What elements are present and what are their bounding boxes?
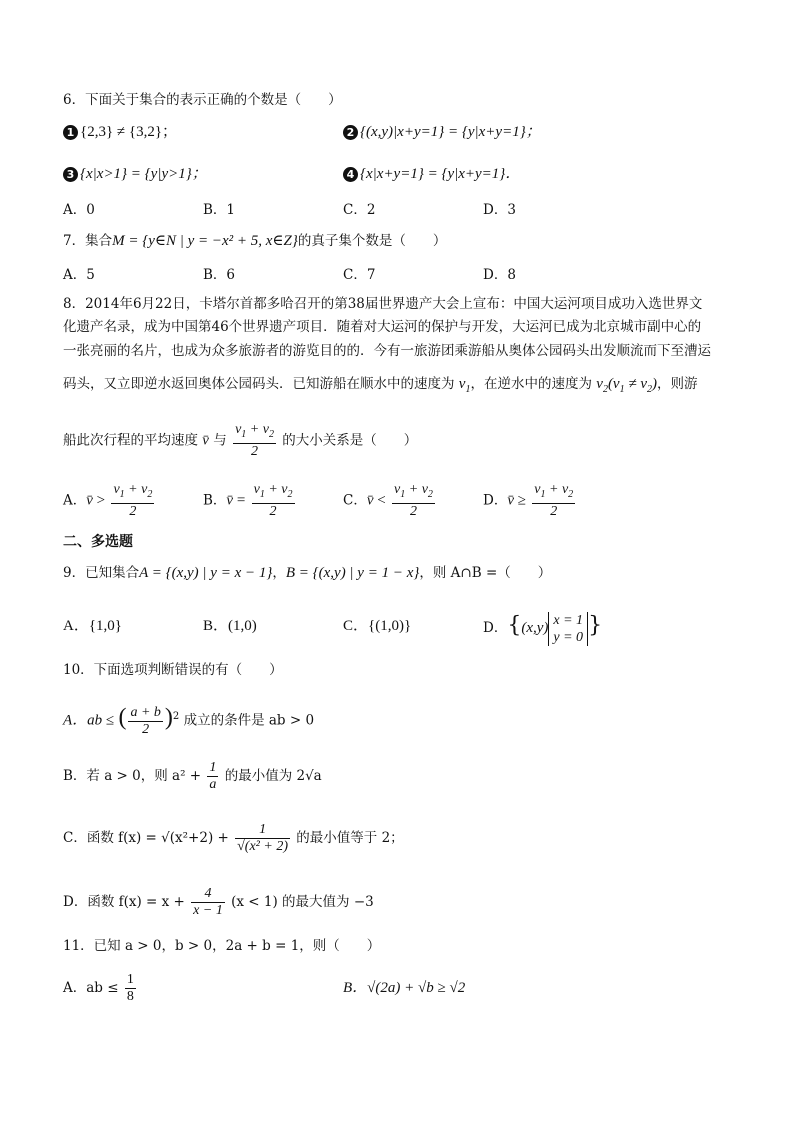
v2-condition: $v_2(v_1 \ne v_2)$ bbox=[596, 376, 657, 395]
q9-option-c bbox=[343, 617, 411, 635]
relation: = bbox=[236, 492, 246, 509]
option-label: C． bbox=[343, 492, 367, 509]
q6-item-4 bbox=[343, 165, 520, 183]
v1-symbol: $v_1$ bbox=[458, 376, 471, 395]
option-label: D． bbox=[483, 620, 508, 636]
q6-stem: 6．下面关于集合的表示正确的个数是（ ） bbox=[63, 92, 342, 108]
q6-item-3 bbox=[63, 165, 207, 183]
q8-option-a: A．v̄ > $\frac{v_1 + v_2}{2}$ bbox=[63, 482, 153, 519]
q10-d-post: (x < 1) 的最大值为 −3 bbox=[231, 894, 374, 910]
q9-option-b-text: B．(1,0) bbox=[203, 618, 257, 634]
q7-option-b: B．6 bbox=[203, 267, 236, 283]
q9-comma: ， bbox=[272, 565, 286, 581]
option-label: A． bbox=[63, 492, 87, 509]
q8-line4-pre: 码头，又立即逆水返回奥体公园码头．已知游船在顺水中的速度为 bbox=[63, 376, 455, 392]
q8-line1: 8．2014年6月22日，卡塔尔首都多哈召开的第38届世界遗产大会上宣布：中国大运河项目成功入选世界文 bbox=[63, 296, 703, 312]
q10-option-b: B．若 a > 0，则 a² + $\frac{1}{a}$ 的最小值为 2√a bbox=[63, 760, 322, 792]
q11-a-pre: A．ab ≤ bbox=[63, 980, 119, 996]
relation: > bbox=[96, 492, 106, 509]
q8-option-d: D．v̄ ≥ $\frac{v_1 + v_2}{2}$ bbox=[483, 482, 574, 519]
q8-option-c: C．v̄ < $\frac{v_1 + v_2}{2}$ bbox=[343, 482, 433, 519]
q6-item-2-expr: {(x,y)|x+y=1} = {y|x+y=1}； bbox=[360, 124, 541, 140]
q10-option-a: A．ab ≤ ( $\frac{a + b}{2}$ )$^2$ 成立的条件是 ab > 0 bbox=[63, 704, 315, 737]
q6-item-4-expr: {x|x+y=1} = {y|x+y=1}． bbox=[360, 166, 521, 182]
q8-option-b: B．v̄ = $\frac{v_1 + v_2}{2}$ bbox=[203, 482, 293, 519]
relation: ≥ bbox=[517, 492, 526, 509]
q6-option-d: D．3 bbox=[483, 202, 516, 218]
q6-item-1-expr: {2,3} ≠ {3,2}； bbox=[80, 124, 178, 140]
q9-stem-pre: 9．已知集合 bbox=[63, 565, 140, 581]
q10-b-text: B．若 a > 0，则 a² + bbox=[63, 768, 202, 784]
q7-option-a: A．5 bbox=[63, 267, 95, 283]
q10-a-pre: A．ab ≤ bbox=[63, 712, 115, 729]
q10-stem: 10．下面选项判断错误的有（ ） bbox=[63, 662, 283, 678]
fraction-v1-v2-over-2: $\frac{v_1 + v_2}{2}$ bbox=[235, 422, 274, 459]
q10-option-d: D．函数 f(x) = x + $\frac{4}{x - 1}$ (x < 1) 的最大值为 −3 bbox=[63, 886, 374, 918]
q8-line5-pre: 船此次行程的平均速度 bbox=[63, 432, 198, 449]
q11-b-text: B．√(2a) + √b ≥ √2 bbox=[343, 980, 466, 996]
q8-line5-mid: 与 bbox=[213, 432, 227, 449]
circled-number: 3 bbox=[63, 167, 78, 182]
q6-item-1 bbox=[63, 123, 177, 141]
q8-line5 bbox=[63, 422, 417, 460]
q6-option-c: C．2 bbox=[343, 202, 376, 218]
q8-line4 bbox=[63, 375, 697, 399]
q7-option-c: C．7 bbox=[343, 267, 376, 283]
section-heading-multi: 二、多选题 bbox=[63, 534, 133, 550]
q9-option-b bbox=[203, 617, 257, 635]
q7-stem-pre: 7．集合 bbox=[63, 233, 113, 249]
q8-line3: 一张亮丽的名片，也成为众多旅游者的游览目的的．今有一旅游团乘游船从奥体公园码头出发顺流而下至漕运 bbox=[63, 343, 711, 359]
vbar-symbol: v̄ bbox=[202, 432, 209, 449]
option-label: B． bbox=[203, 492, 227, 509]
q9-set-a: A = {(x,y) | y = x − 1} bbox=[139, 565, 273, 581]
relation: < bbox=[377, 492, 386, 509]
option-label: D． bbox=[483, 492, 508, 509]
q9-stem-post: ，则 A∩B =（ ） bbox=[419, 565, 552, 581]
circled-number: 2 bbox=[343, 125, 358, 140]
q11-option-b bbox=[343, 979, 465, 997]
q9-d-system: x = 1 y = 0 bbox=[548, 612, 588, 646]
q11-option-a: A．ab ≤ $\frac{1}{8}$ bbox=[63, 972, 134, 1004]
q9-set-b: B = {(x,y) | y = 1 − x} bbox=[285, 565, 420, 581]
q7-stem bbox=[63, 232, 446, 250]
q8-line5-post: 的大小关系是（ ） bbox=[282, 432, 418, 449]
q9-stem bbox=[63, 564, 551, 582]
q9-option-a-text: A．{1,0} bbox=[63, 618, 122, 634]
q6-item-2 bbox=[343, 123, 541, 141]
q6-item-3-expr: {x|x>1} = {y|y>1}； bbox=[80, 166, 207, 182]
q10-d-pre: D．函数 f(x) = x + bbox=[63, 894, 185, 910]
q9-option-c-text: C．{(1,0)} bbox=[343, 618, 412, 634]
q10-c-post: 的最小值等于 2； bbox=[296, 830, 404, 846]
q6-option-a: A．0 bbox=[63, 202, 95, 218]
q8-line4-mid: ，在逆水中的速度为 bbox=[470, 376, 592, 392]
q10-a-post: 成立的条件是 ab > 0 bbox=[183, 712, 315, 729]
q9-d-set: (x,y) bbox=[521, 620, 549, 636]
q11-stem: 11．已知 a > 0，b > 0，2a + b = 1，则（ ） bbox=[63, 938, 381, 954]
q7-set: M = {y∈N | y = −x² + 5, x∈Z} bbox=[112, 233, 298, 249]
q10-option-c: C．函数 f(x) = √(x²+2) + $\frac{1}{\text{√(x² + 2)}}$ 的最小值等于 2； bbox=[63, 822, 404, 854]
q8-line4-post: ，则游 bbox=[656, 376, 698, 392]
q10-c-pre: C．函数 f(x) = √(x²+2) + bbox=[63, 830, 229, 846]
circled-number: 1 bbox=[63, 125, 78, 140]
q9-option-a bbox=[63, 617, 122, 635]
circled-number: 4 bbox=[343, 167, 358, 182]
q7-option-d: D．8 bbox=[483, 267, 516, 283]
q8-line2: 化遗产名录，成为中国第46个世界遗产项目．随着对大运河的保护与开发，大运河已成为北京城市副中心的 bbox=[63, 319, 702, 335]
q10-b-post: 的最小值为 2√a bbox=[224, 768, 322, 784]
q9-option-d: D．{(x,y) x = 1 y = 0 } bbox=[483, 612, 603, 645]
q7-stem-post: 的真子集个数是（ ） bbox=[297, 233, 447, 249]
q6-option-b: B．1 bbox=[203, 202, 236, 218]
